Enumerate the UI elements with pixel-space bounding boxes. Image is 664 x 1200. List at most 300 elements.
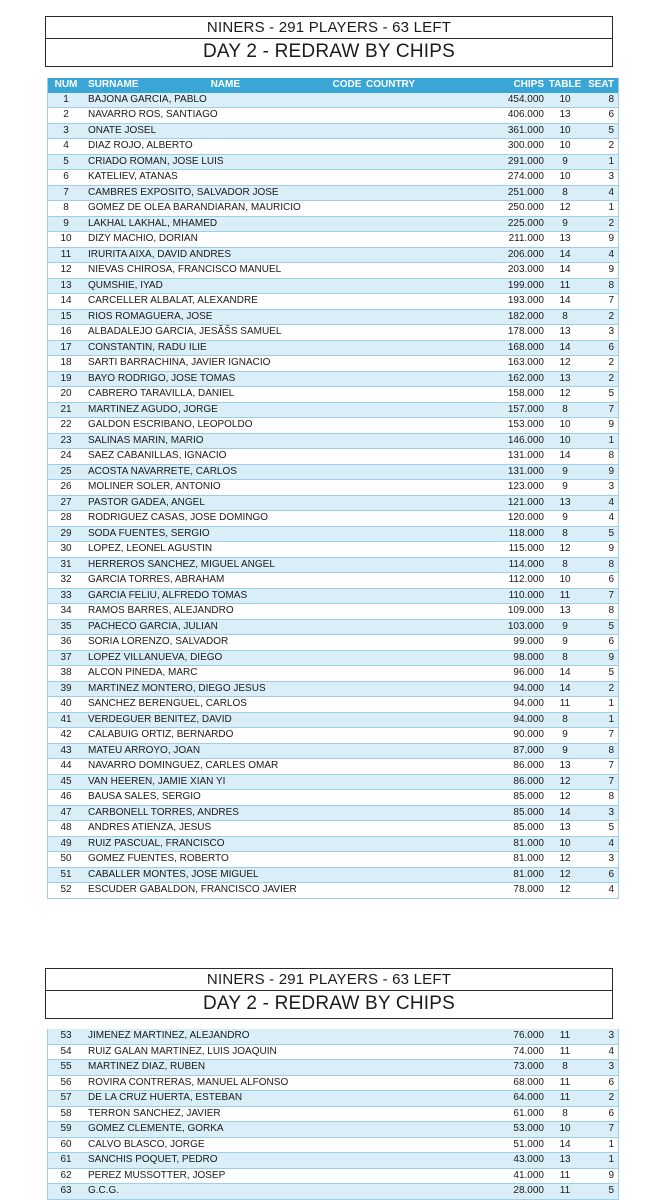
- player-seat: 5: [586, 1184, 619, 1200]
- player-table: 14: [544, 247, 586, 263]
- table-row: [48, 340, 619, 356]
- player-country: [366, 325, 486, 341]
- player-seat: 4: [586, 247, 619, 263]
- player-code: [328, 1060, 366, 1076]
- player-chips: 162.000: [486, 371, 544, 387]
- player-country: [366, 728, 486, 744]
- player-num: 57: [48, 1091, 85, 1107]
- player-seat: 9: [586, 263, 619, 279]
- player-num: 3: [48, 123, 85, 139]
- player-chips: 300.000: [486, 139, 544, 155]
- table-row: [48, 170, 619, 186]
- player-country: [366, 774, 486, 790]
- player-table: 9: [544, 154, 586, 170]
- table-row: [48, 371, 619, 387]
- player-country: [366, 697, 486, 713]
- player-num: 2: [48, 108, 85, 124]
- col-name: NAME: [210, 79, 241, 90]
- player-table: 12: [544, 774, 586, 790]
- player-name: BAUSA SALES, SERGIO: [84, 790, 328, 806]
- table-row: [48, 356, 619, 372]
- table-row: [48, 511, 619, 527]
- table-row: [48, 387, 619, 403]
- player-code: [328, 1029, 366, 1044]
- player-country: [366, 170, 486, 186]
- player-table: 12: [544, 852, 586, 868]
- player-table: 11: [544, 1184, 586, 1200]
- player-name: GOMEZ DE OLEA BARANDIARAN, MAURICIO: [84, 201, 328, 217]
- player-country: [366, 588, 486, 604]
- player-name: GOMEZ FUENTES, ROBERTO: [84, 852, 328, 868]
- player-country: [366, 821, 486, 837]
- player-seat: 5: [586, 619, 619, 635]
- page2-subtitle: NINERS - 291 PLAYERS - 63 LEFT: [46, 969, 612, 991]
- player-num: 37: [48, 650, 85, 666]
- player-seat: 3: [586, 325, 619, 341]
- player-seat: 7: [586, 1122, 619, 1138]
- player-seat: 7: [586, 728, 619, 744]
- player-chips: 64.000: [486, 1091, 544, 1107]
- player-chips: 85.000: [486, 821, 544, 837]
- col-table: TABLE: [544, 78, 586, 93]
- table-row: [48, 1029, 619, 1044]
- player-num: 35: [48, 619, 85, 635]
- player-country: [366, 526, 486, 542]
- player-num: 29: [48, 526, 85, 542]
- table-row: [48, 1091, 619, 1107]
- player-country: [366, 464, 486, 480]
- player-seat: 4: [586, 185, 619, 201]
- player-table: 13: [544, 1153, 586, 1169]
- player-seat: 9: [586, 542, 619, 558]
- player-table: 8: [544, 185, 586, 201]
- player-table: 14: [544, 805, 586, 821]
- player-chips: 115.000: [486, 542, 544, 558]
- player-table: 11: [544, 697, 586, 713]
- player-country: [366, 449, 486, 465]
- player-country: [366, 1184, 486, 1200]
- player-seat: 9: [586, 418, 619, 434]
- player-table: 11: [544, 1044, 586, 1060]
- player-num: 46: [48, 790, 85, 806]
- player-code: [328, 542, 366, 558]
- table-row: [48, 449, 619, 465]
- page1-title-box: [45, 16, 613, 67]
- player-seat: 4: [586, 495, 619, 511]
- player-name: TERRON SANCHEZ, JAVIER: [84, 1106, 328, 1122]
- player-num: 1: [48, 93, 85, 108]
- player-table: 13: [544, 232, 586, 248]
- player-name: RUIZ PASCUAL, FRANCISCO: [84, 836, 328, 852]
- player-country: [366, 139, 486, 155]
- table-row: [48, 185, 619, 201]
- player-code: [328, 883, 366, 899]
- player-name: QUMSHIE, IYAD: [84, 278, 328, 294]
- player-code: [328, 1122, 366, 1138]
- table-row: [48, 759, 619, 775]
- table-row: [48, 232, 619, 248]
- player-code: [328, 201, 366, 217]
- player-seat: 6: [586, 1106, 619, 1122]
- player-code: [328, 480, 366, 496]
- player-table: 10: [544, 170, 586, 186]
- page1-title: DAY 2 - REDRAW BY CHIPS: [202, 41, 455, 62]
- player-num: 47: [48, 805, 85, 821]
- player-num: 50: [48, 852, 85, 868]
- player-chips: 99.000: [486, 635, 544, 651]
- player-country: [366, 232, 486, 248]
- player-country: [366, 108, 486, 124]
- player-num: 28: [48, 511, 85, 527]
- player-seat: 1: [586, 201, 619, 217]
- player-code: [328, 449, 366, 465]
- player-name: MARTINEZ MONTERO, DIEGO JESUS: [84, 681, 328, 697]
- player-table: 10: [544, 418, 586, 434]
- player-seat: 4: [586, 1044, 619, 1060]
- player-country: [366, 1075, 486, 1091]
- player-table: 8: [544, 712, 586, 728]
- table-row: [48, 821, 619, 837]
- player-chips: 81.000: [486, 836, 544, 852]
- player-table: 11: [544, 1091, 586, 1107]
- player-country: [366, 1106, 486, 1122]
- table-row: [48, 247, 619, 263]
- player-country: [366, 1168, 486, 1184]
- table-row: [48, 1075, 619, 1091]
- player-num: 23: [48, 433, 85, 449]
- player-name: GOMEZ CLEMENTE, GORKA: [84, 1122, 328, 1138]
- player-num: 18: [48, 356, 85, 372]
- player-name: LOPEZ, LEONEL AGUSTIN: [84, 542, 328, 558]
- player-code: [328, 356, 366, 372]
- player-table: 12: [544, 790, 586, 806]
- table-row: [48, 697, 619, 713]
- player-seat: 5: [586, 387, 619, 403]
- player-chips: 94.000: [486, 712, 544, 728]
- page1-table-body: [48, 93, 619, 899]
- player-chips: 118.000: [486, 526, 544, 542]
- table-row: [48, 263, 619, 279]
- player-chips: 103.000: [486, 619, 544, 635]
- player-table: 13: [544, 325, 586, 341]
- player-table: 14: [544, 263, 586, 279]
- player-table: 14: [544, 449, 586, 465]
- player-table: 8: [544, 309, 586, 325]
- player-num: 12: [48, 263, 85, 279]
- player-table: 8: [544, 557, 586, 573]
- player-seat: 1: [586, 154, 619, 170]
- player-chips: 68.000: [486, 1075, 544, 1091]
- table-row: [48, 216, 619, 232]
- player-seat: 8: [586, 93, 619, 108]
- player-country: [366, 294, 486, 310]
- player-table: 9: [544, 216, 586, 232]
- player-seat: 2: [586, 371, 619, 387]
- player-num: 31: [48, 557, 85, 573]
- player-country: [366, 1029, 486, 1044]
- player-chips: 406.000: [486, 108, 544, 124]
- player-seat: 2: [586, 681, 619, 697]
- player-code: [328, 139, 366, 155]
- player-name: CAMBRES EXPOSITO, SALVADOR JOSE: [84, 185, 328, 201]
- table-row: [48, 1044, 619, 1060]
- player-num: 26: [48, 480, 85, 496]
- table-row: [48, 93, 619, 108]
- player-num: 41: [48, 712, 85, 728]
- player-code: [328, 666, 366, 682]
- player-country: [366, 123, 486, 139]
- player-code: [328, 1106, 366, 1122]
- player-table: 10: [544, 123, 586, 139]
- player-num: 58: [48, 1106, 85, 1122]
- player-name: CONSTANTIN, RADU ILIE: [84, 340, 328, 356]
- table-row: [48, 1168, 619, 1184]
- player-seat: 5: [586, 821, 619, 837]
- player-table: 12: [544, 387, 586, 403]
- player-country: [366, 852, 486, 868]
- player-name: GALDON ESCRIBANO, LEOPOLDO: [84, 418, 328, 434]
- player-seat: 3: [586, 852, 619, 868]
- player-chips: 146.000: [486, 433, 544, 449]
- player-name: CARCELLER ALBALAT, ALEXANDRE: [84, 294, 328, 310]
- col-code: CODE: [328, 78, 366, 93]
- player-chips: 168.000: [486, 340, 544, 356]
- player-num: 8: [48, 201, 85, 217]
- player-country: [366, 247, 486, 263]
- player-chips: 131.000: [486, 449, 544, 465]
- table-row: [48, 325, 619, 341]
- player-num: 21: [48, 402, 85, 418]
- player-num: 60: [48, 1137, 85, 1153]
- player-name: VAN HEEREN, JAMIE XIAN YI: [84, 774, 328, 790]
- player-code: [328, 1044, 366, 1060]
- player-country: [366, 495, 486, 511]
- player-country: [366, 1044, 486, 1060]
- player-seat: 1: [586, 433, 619, 449]
- player-table: 10: [544, 573, 586, 589]
- player-code: [328, 309, 366, 325]
- table-row: [48, 1153, 619, 1169]
- player-num: 48: [48, 821, 85, 837]
- player-seat: 3: [586, 170, 619, 186]
- player-num: 44: [48, 759, 85, 775]
- player-code: [328, 402, 366, 418]
- player-country: [366, 1091, 486, 1107]
- player-code: [328, 1075, 366, 1091]
- table-row: [48, 1106, 619, 1122]
- player-chips: 291.000: [486, 154, 544, 170]
- player-name: ACOSTA NAVARRETE, CARLOS: [84, 464, 328, 480]
- table-row: [48, 294, 619, 310]
- player-code: [328, 867, 366, 883]
- player-num: 5: [48, 154, 85, 170]
- player-name: RUIZ GALAN MARTINEZ, LUIS JOAQUIN: [84, 1044, 328, 1060]
- player-num: 55: [48, 1060, 85, 1076]
- player-seat: 7: [586, 759, 619, 775]
- table-row: [48, 464, 619, 480]
- col-num: NUM: [48, 78, 85, 93]
- player-seat: 8: [586, 449, 619, 465]
- player-code: [328, 263, 366, 279]
- table-row: [48, 619, 619, 635]
- player-code: [328, 573, 366, 589]
- player-name: KATELIEV, ATANAS: [84, 170, 328, 186]
- player-country: [366, 883, 486, 899]
- player-code: [328, 743, 366, 759]
- table-row: [48, 1122, 619, 1138]
- player-table: 9: [544, 511, 586, 527]
- player-seat: 3: [586, 480, 619, 496]
- player-seat: 3: [586, 1060, 619, 1076]
- player-chips: 193.000: [486, 294, 544, 310]
- player-table: 12: [544, 542, 586, 558]
- player-num: 9: [48, 216, 85, 232]
- player-num: 27: [48, 495, 85, 511]
- player-code: [328, 294, 366, 310]
- player-country: [366, 573, 486, 589]
- player-name: RIOS ROMAGUERA, JOSE: [84, 309, 328, 325]
- page1-subtitle: NINERS - 291 PLAYERS - 63 LEFT: [46, 17, 612, 39]
- player-code: [328, 697, 366, 713]
- player-country: [366, 418, 486, 434]
- player-num: 10: [48, 232, 85, 248]
- player-seat: 9: [586, 464, 619, 480]
- player-chips: 178.000: [486, 325, 544, 341]
- player-code: [328, 619, 366, 635]
- player-country: [366, 1122, 486, 1138]
- table-row: [48, 681, 619, 697]
- player-table: 8: [544, 1106, 586, 1122]
- player-code: [328, 495, 366, 511]
- table-row: [48, 480, 619, 496]
- player-seat: 1: [586, 1137, 619, 1153]
- player-seat: 6: [586, 1075, 619, 1091]
- player-table: 14: [544, 294, 586, 310]
- player-name: ANDRES ATIENZA, JESUS: [84, 821, 328, 837]
- player-code: [328, 232, 366, 248]
- player-name: PEREZ MUSSOTTER, JOSEP: [84, 1168, 328, 1184]
- player-chips: 251.000: [486, 185, 544, 201]
- player-code: [328, 821, 366, 837]
- player-seat: 1: [586, 697, 619, 713]
- player-name: BAJONA GARCIA, PABLO: [84, 93, 328, 108]
- table-row: [48, 433, 619, 449]
- player-chips: 131.000: [486, 464, 544, 480]
- player-country: [366, 433, 486, 449]
- player-code: [328, 1153, 366, 1169]
- player-name: DE LA CRUZ HUERTA, ESTEBAN: [84, 1091, 328, 1107]
- player-code: [328, 340, 366, 356]
- player-country: [366, 154, 486, 170]
- player-seat: 3: [586, 1029, 619, 1044]
- player-country: [366, 480, 486, 496]
- player-code: [328, 805, 366, 821]
- player-table: 13: [544, 821, 586, 837]
- player-seat: 7: [586, 588, 619, 604]
- player-num: 42: [48, 728, 85, 744]
- table-row: [48, 495, 619, 511]
- player-code: [328, 836, 366, 852]
- player-name: LAKHAL LAKHAL, MHAMED: [84, 216, 328, 232]
- player-num: 38: [48, 666, 85, 682]
- player-num: 25: [48, 464, 85, 480]
- table-row: [48, 573, 619, 589]
- player-chips: 157.000: [486, 402, 544, 418]
- player-country: [366, 216, 486, 232]
- player-code: [328, 681, 366, 697]
- player-chips: 206.000: [486, 247, 544, 263]
- player-num: 36: [48, 635, 85, 651]
- player-chips: 114.000: [486, 557, 544, 573]
- player-chips: 96.000: [486, 666, 544, 682]
- player-chips: 61.000: [486, 1106, 544, 1122]
- table-row: [48, 852, 619, 868]
- player-chips: 85.000: [486, 790, 544, 806]
- table-row: [48, 635, 619, 651]
- player-seat: 7: [586, 294, 619, 310]
- player-seat: 6: [586, 108, 619, 124]
- player-table: 14: [544, 666, 586, 682]
- player-seat: 6: [586, 340, 619, 356]
- player-name: CALVO BLASCO, JORGE: [84, 1137, 328, 1153]
- player-seat: 2: [586, 216, 619, 232]
- player-chips: 90.000: [486, 728, 544, 744]
- player-num: 33: [48, 588, 85, 604]
- player-num: 19: [48, 371, 85, 387]
- player-seat: 8: [586, 604, 619, 620]
- table-row: [48, 805, 619, 821]
- player-chips: 85.000: [486, 805, 544, 821]
- player-table: 13: [544, 371, 586, 387]
- player-chips: 153.000: [486, 418, 544, 434]
- player-num: 24: [48, 449, 85, 465]
- player-table: 10: [544, 139, 586, 155]
- page2-players-table: [47, 1029, 619, 1200]
- col-seat: SEAT: [586, 78, 619, 93]
- player-chips: 94.000: [486, 697, 544, 713]
- player-name: MOLINER SOLER, ANTONIO: [84, 480, 328, 496]
- col-surname-name: [84, 78, 328, 93]
- player-seat: 3: [586, 805, 619, 821]
- table-row: [48, 418, 619, 434]
- player-code: [328, 1184, 366, 1200]
- player-table: 11: [544, 1168, 586, 1184]
- player-country: [366, 635, 486, 651]
- player-code: [328, 1091, 366, 1107]
- player-code: [328, 216, 366, 232]
- player-table: 9: [544, 619, 586, 635]
- player-country: [366, 1137, 486, 1153]
- player-num: 59: [48, 1122, 85, 1138]
- table-row: [48, 790, 619, 806]
- player-table: 14: [544, 681, 586, 697]
- player-code: [328, 1168, 366, 1184]
- player-name: SANCHEZ BERENGUEL, CARLOS: [84, 697, 328, 713]
- page1-players-table: [47, 78, 619, 899]
- player-num: 16: [48, 325, 85, 341]
- player-num: 20: [48, 387, 85, 403]
- player-name: G.C.G.: [84, 1184, 328, 1200]
- player-name: NIEVAS CHIROSA, FRANCISCO MANUEL: [84, 263, 328, 279]
- player-seat: 4: [586, 511, 619, 527]
- player-country: [366, 185, 486, 201]
- player-name: PASTOR GADEA, ANGEL: [84, 495, 328, 511]
- table-row: [48, 201, 619, 217]
- player-table: 10: [544, 836, 586, 852]
- player-name: HERREROS SANCHEZ, MIGUEL ANGEL: [84, 557, 328, 573]
- player-country: [366, 759, 486, 775]
- table-row: [48, 666, 619, 682]
